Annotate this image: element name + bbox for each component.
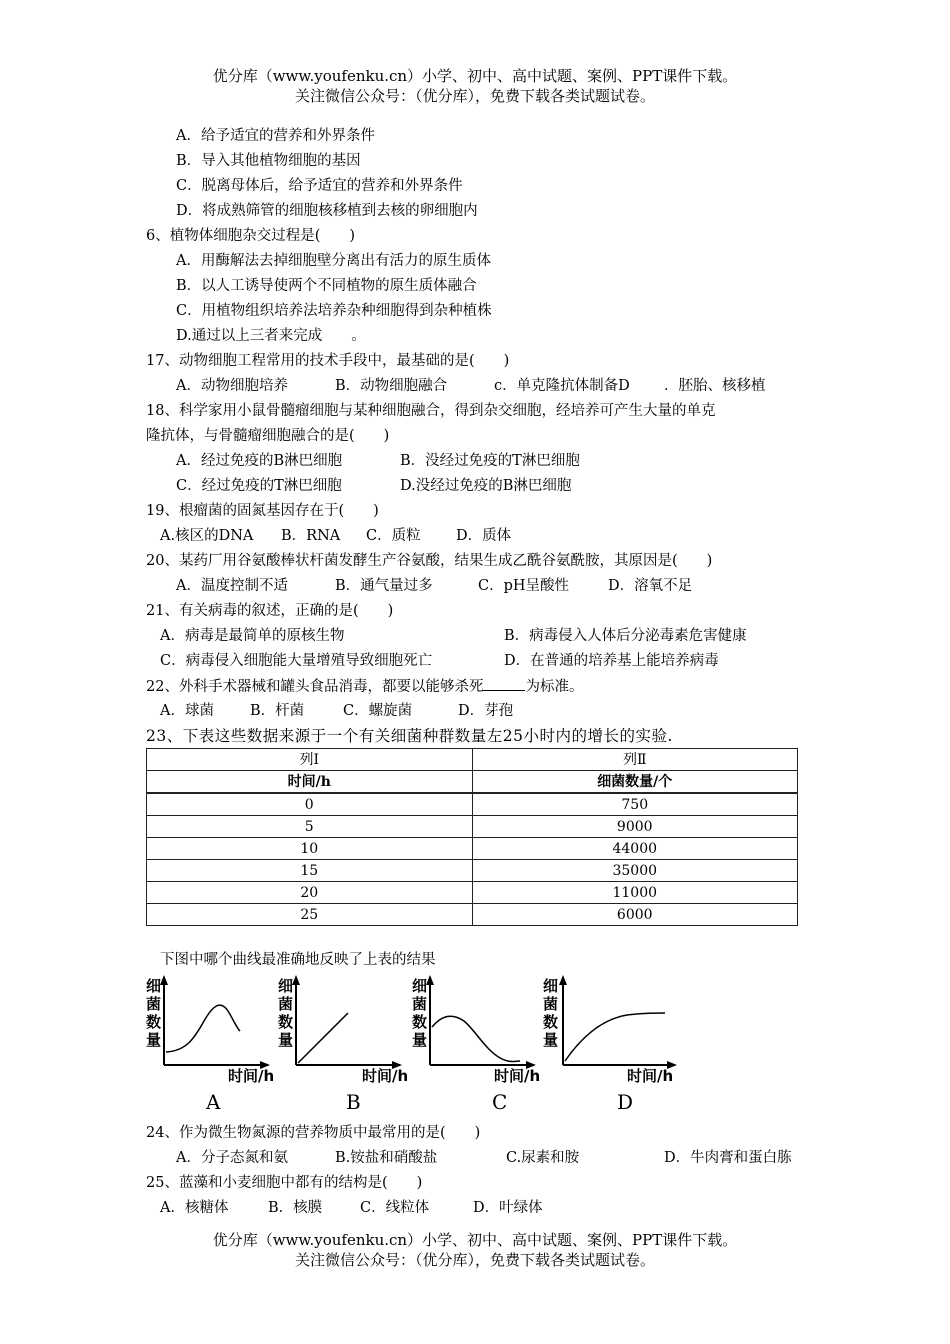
table-row — [147, 904, 798, 926]
table-cell-time: 10 — [147, 838, 473, 860]
q22-stem-part-2: 为标准。 — [525, 679, 584, 695]
graph-xlabel: 时间/h — [362, 1067, 409, 1085]
table-row — [147, 793, 798, 816]
graph-ylabel-char: 数 — [278, 1013, 294, 1031]
graph-xlabel: 时间/h — [627, 1067, 674, 1085]
graph-curve — [565, 1013, 665, 1061]
graph-ylabel-char: 数 — [543, 1013, 559, 1031]
graph-ylabel-char: 量 — [412, 1031, 428, 1049]
q22-option-b: B．杆菌 — [250, 703, 305, 719]
table-cell-time: 20 — [147, 882, 473, 904]
table-col1-title: 列Ⅰ — [147, 749, 473, 771]
q16-stem: 6、植物体细胞杂交过程是( ) — [146, 228, 356, 244]
q24-option-c: C.尿素和胺 — [506, 1150, 580, 1166]
q20-option-b: B．通气量过多 — [335, 578, 433, 594]
q22-blank — [483, 676, 525, 691]
q19-stem: 19、根瘤菌的固氮基因存在于( ) — [146, 503, 379, 519]
graph-ylabel-char: 数 — [412, 1013, 428, 1031]
table-cell-count: 44000 — [472, 838, 798, 860]
q19-option-d: D．质体 — [456, 528, 512, 544]
q20-option-d: D．溶氧不足 — [608, 578, 693, 594]
q16-option-c: C．用植物组织培养法培养杂种细胞得到杂种植株 — [176, 303, 492, 319]
footer-line-2: 关注微信公众号：（优分库），免费下载各类试题试卷。 — [294, 1251, 655, 1269]
q5-option-b: B．导入其他植物细胞的基因 — [176, 153, 361, 169]
q16-option-d: D.通过以上三者来完成 。 — [176, 328, 366, 344]
q25-option-b: B．核膜 — [268, 1200, 323, 1216]
q18-stem-line-2: 隆抗体，与骨髓瘤细胞融合的是( ) — [146, 428, 390, 444]
graph-y-arrow — [426, 975, 434, 985]
graph-ylabel-char: 量 — [278, 1031, 294, 1049]
q5-option-a: A．给予适宜的营养和外界条件 — [176, 128, 375, 144]
graph-d — [543, 975, 683, 1119]
table-cell-count: 6000 — [472, 904, 798, 926]
table-cell-count: 11000 — [472, 882, 798, 904]
q5-option-c: C．脱离母体后，给予适宜的营养和外界条件 — [176, 178, 463, 194]
table-cell-time: 25 — [147, 904, 473, 926]
q25-option-a: A．核糖体 — [160, 1200, 229, 1216]
q21-option-a: A．病毒是最简单的原核生物 — [160, 628, 345, 644]
table-cell-time: 5 — [147, 816, 473, 838]
graph-ylabel-char: 菌 — [146, 995, 162, 1013]
graph-b-svg — [278, 975, 413, 1115]
q24-option-a: A．分子态氮和氨 — [176, 1150, 288, 1166]
q17-option-d: ．胚胎、核移植 — [664, 378, 766, 394]
q25-option-c: C．线粒体 — [360, 1200, 430, 1216]
graph-ylabel-char: 数 — [146, 1013, 162, 1031]
graph-y-arrow — [292, 975, 300, 985]
q20-stem: 20、某药厂用谷氨酸棒状杆菌发酵生产谷氨酸，结果生成乙酰谷氨酰胺，其原因是( ) — [146, 553, 713, 569]
q18-option-c: C．经过免疫的T淋巴细胞 — [176, 478, 342, 494]
q17-option-a: A．动物细胞培养 — [176, 378, 288, 394]
graph-a — [146, 975, 281, 1119]
table-col2-header: 细菌数量/个 — [472, 771, 798, 794]
table-cell-count: 9000 — [472, 816, 798, 838]
q18-option-b: B．没经过免疫的T淋巴细胞 — [400, 453, 580, 469]
graph-c — [412, 975, 547, 1119]
q17-option-c: c．单克隆抗体制备D — [494, 378, 630, 394]
q17-stem: 17、动物细胞工程常用的技术手段中，最基础的是( ) — [146, 353, 510, 369]
q20-option-c: C．pH呈酸性 — [478, 578, 570, 594]
graph-c-svg — [412, 975, 547, 1115]
footer-line-1: 优分库（www.youfenku.cn）小学、初中、高中试题、案例、PPT课件下载。 — [212, 1231, 738, 1249]
q19-option-b: B．RNA — [281, 528, 341, 544]
q18-stem-line-1: 18、科学家用小鼠骨髓瘤细胞与某种细胞融合，得到杂交细胞，经培养可产生大量的单克 — [146, 403, 716, 419]
q21-stem: 21、有关病毒的叙述，正确的是( ) — [146, 603, 394, 619]
graph-curve — [166, 1005, 240, 1052]
q22-stem — [146, 676, 583, 697]
graph-ylabel-char: 细 — [412, 977, 428, 995]
graph-xlabel: 时间/h — [494, 1067, 541, 1085]
q21-option-d: D．在普通的培养基上能培养病毒 — [504, 653, 719, 669]
q20-option-a: A．温度控制不适 — [176, 578, 288, 594]
table-cell-count: 750 — [472, 793, 798, 816]
table-cell-time: 0 — [147, 793, 473, 816]
table-col2-title: 列Ⅱ — [472, 749, 798, 771]
q25-option-d: D．叶绿体 — [473, 1200, 543, 1216]
graph-y-arrow — [559, 975, 567, 985]
q16-option-a: A．用酶解法去掉细胞壁分离出有活力的原生质体 — [176, 253, 491, 269]
q22-option-c: C．螺旋菌 — [343, 703, 413, 719]
graph-ylabel-char: 菌 — [543, 995, 559, 1013]
q23-stem: 23、下表这些数据来源于一个有关细菌种群数量左25小时内的增长的实验. — [146, 727, 673, 745]
q16-option-b: B．以人工诱导使两个不同植物的原生质体融合 — [176, 278, 477, 294]
q24-option-b: B.铵盐和硝酸盐 — [335, 1150, 438, 1166]
bacteria-data-table — [146, 748, 798, 926]
graph-ylabel-char: 量 — [146, 1031, 162, 1049]
graph-curve — [298, 1013, 348, 1063]
q22-stem-part-1: 22、外科手术器械和罐头食品消毒，都要以能够杀死 — [146, 679, 484, 695]
q25-stem: 25、蓝藻和小麦细胞中都有的结构是( ) — [146, 1175, 423, 1191]
header-line-2: 关注微信公众号：（优分库），免费下载各类试题试卷。 — [294, 87, 655, 105]
graph-ylabel-char: 细 — [278, 977, 294, 995]
q21-option-b: B．病毒侵入人体后分泌毒素危害健康 — [504, 628, 747, 644]
graph-ylabel-char: 量 — [543, 1031, 559, 1049]
graph-ylabel-char: 细 — [543, 977, 559, 995]
q24-option-d: D．牛肉膏和蛋白胨 — [664, 1150, 792, 1166]
table-cell-count: 35000 — [472, 860, 798, 882]
header-line-1: 优分库（www.youfenku.cn）小学、初中、高中试题、案例、PPT课件下载。 — [212, 67, 738, 85]
q24-stem: 24、作为微生物氮源的营养物质中最常用的是( ) — [146, 1125, 481, 1141]
table-row — [147, 860, 798, 882]
graph-ylabel-char: 菌 — [278, 995, 294, 1013]
table-row — [147, 882, 798, 904]
table-row — [147, 816, 798, 838]
graph-label: C — [492, 1090, 508, 1114]
table-row — [147, 838, 798, 860]
q19-option-c: C．质粒 — [366, 528, 421, 544]
q17-option-b: B．动物细胞融合 — [335, 378, 448, 394]
graph-label: A — [206, 1090, 221, 1114]
q22-option-a: A．球菌 — [160, 703, 214, 719]
graph-xlabel: 时间/h — [228, 1067, 275, 1085]
graph-d-svg — [543, 975, 683, 1115]
q21-option-c: C．病毒侵入细胞能大量增殖导致细胞死亡 — [160, 653, 433, 669]
table-cell-time: 15 — [147, 860, 473, 882]
graph-ylabel-char: 细 — [146, 977, 162, 995]
q19-option-a: A.核区的DNA — [160, 528, 254, 544]
graph-label: D — [617, 1090, 634, 1114]
graph-ylabel-char: 菌 — [412, 995, 428, 1013]
q5-option-d: D．将成熟筛管的细胞核移植到去核的卵细胞内 — [176, 203, 478, 219]
q18-option-a: A．经过免疫的B淋巴细胞 — [176, 453, 343, 469]
q23-graph-question: 下图中哪个曲线最准确地反映了上表的结果 — [160, 952, 436, 968]
graph-a-svg — [146, 975, 281, 1115]
table-col1-header: 时间/h — [147, 771, 473, 794]
graph-label: B — [346, 1090, 361, 1114]
graph-y-arrow — [160, 975, 168, 985]
graph-b — [278, 975, 413, 1119]
graph-curve — [432, 1016, 520, 1061]
q22-option-d: D．芽孢 — [458, 703, 514, 719]
q18-option-d: D.没经过免疫的B淋巴细胞 — [400, 478, 572, 494]
